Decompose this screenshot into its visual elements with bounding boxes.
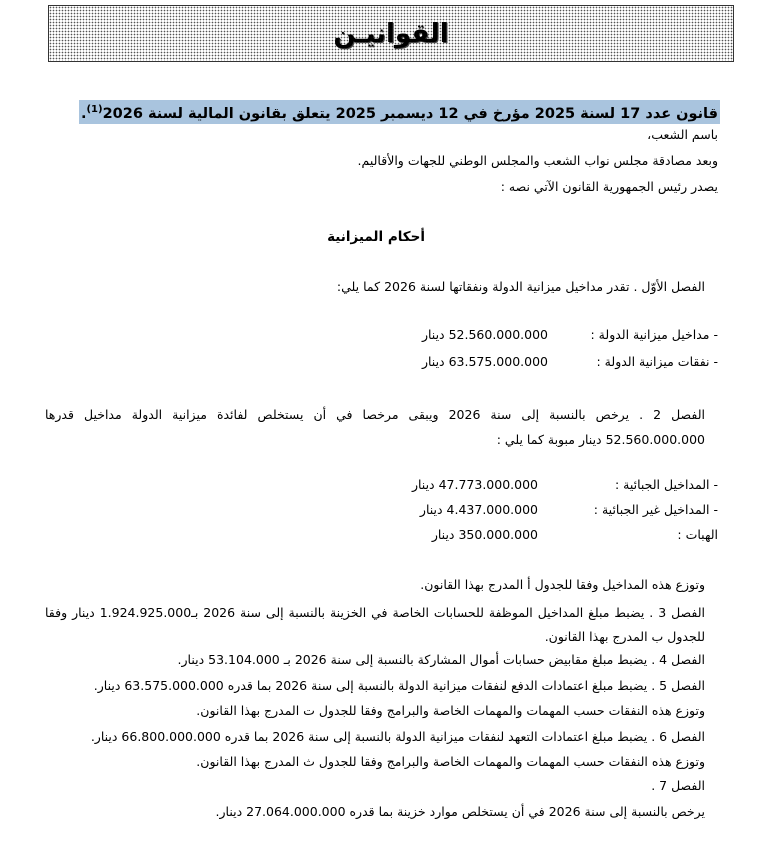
law-title[interactable]: [79, 100, 720, 124]
revenue-item: [420, 501, 718, 519]
article-1-text: الفصل الأوّل . تقدر مداخيل ميزانية الدولة ونفقاتها لسنة 2026 كما يلي:: [336, 279, 705, 294]
article-4-text: الفصل 4 . يضبط مبلغ مقابيض حسابات أموال المشاركة بالنسبة إلى سنة 2026 بـ 53.104.000 دينار.: [177, 652, 705, 667]
article-5-text: الفصل 5 . يضبط مبلغ اعتمادات الدفع لنفقات ميزانية الدولة بالنسبة إلى سنة 2026 بما قدره 63.575.000.000 دينار.: [93, 678, 705, 693]
banner-title: القوانيـن: [333, 18, 449, 49]
preamble-line: وبعد مصادقة مجلس نواب الشعب والمجلس الوطني للجهات والأقاليم.: [357, 153, 718, 168]
section-banner: [48, 5, 734, 62]
budget-item: [422, 353, 718, 371]
revenue-item-label: - المداخيل غير الجبائية :: [593, 502, 718, 517]
law-title-text: قانون عدد 17 لسنة 2025 مؤرخ في 12 ديسمبر 2025 يتعلق بقانون المالية لسنة 2026: [102, 105, 718, 122]
article-6-text: الفصل 6 . يضبط مبلغ اعتمادات التعهد لنفقات ميزانية الدولة بالنسبة إلى سنة 2026 بما قدره 66.800.000.000 دينار.: [90, 729, 705, 744]
section-heading: أحكام الميزانية: [327, 229, 425, 245]
budget-item-value: 52.560.000.000 دينار: [421, 327, 548, 342]
preamble-line: يصدر رئيس الجمهورية القانون الآتي نصه :: [500, 179, 718, 194]
budget-item-label: - مداخيل ميزانية الدولة :: [590, 327, 718, 342]
law-title-end: .: [80, 105, 87, 122]
budget-item-value: 63.575.000.000 دينار: [421, 354, 548, 369]
preamble-line: باسم الشعب،: [647, 127, 718, 142]
revenue-item-label: الهبات :: [677, 527, 718, 542]
revenue-item: [412, 476, 718, 494]
article-6-distribution: وتوزع هذه النفقات حسب المهمات والمهمات الخاصة والبرامج وفقا للجدول ث المدرج بهذا القانون.: [196, 754, 705, 769]
article-3-text: الفصل 3 . يضبط مبلغ المداخيل الموظفة للحسابات الخاصة في الخزينة بالنسبة إلى سنة 2026 بـ1.924.925.000 دينار وفقا للجدول ب المدرج بهذا القانون.: [45, 605, 705, 644]
article-2-distribution: وتوزع هذه المداخيل وفقا للجدول أ المدرج بهذا القانون.: [420, 577, 705, 592]
article-7-text: يرخص بالنسبة إلى سنة 2026 في أن يستخلص موارد خزينة بما قدره 27.064.000.000 دينار.: [215, 804, 705, 819]
budget-item-label: - نفقات ميزانية الدولة :: [596, 354, 718, 369]
article-5-distribution: وتوزع هذه النفقات حسب المهمات والمهمات الخاصة والبرامج وفقا للجدول ت المدرج بهذا القانون.: [196, 703, 705, 718]
revenue-item-value: 47.773.000.000 دينار: [411, 477, 538, 492]
article-2-text: الفصل 2 . يرخص بالنسبة إلى سنة 2026 ويبقى مرخصا في أن يستخلص لفائدة ميزانية الدولة مداخيل قدرها 52.560.000.000 دينار مبوبة كما يلي :: [45, 407, 705, 447]
article-7-heading: الفصل 7 .: [651, 778, 705, 793]
footnote-marker[interactable]: (1): [86, 104, 103, 115]
budget-item: [422, 326, 718, 344]
revenue-item-value: 350.000.000 دينار: [431, 527, 538, 542]
revenue-item-label: - المداخيل الجبائية :: [614, 477, 718, 492]
revenue-item: [432, 526, 718, 544]
revenue-item-value: 4.437.000.000 دينار: [419, 502, 538, 517]
